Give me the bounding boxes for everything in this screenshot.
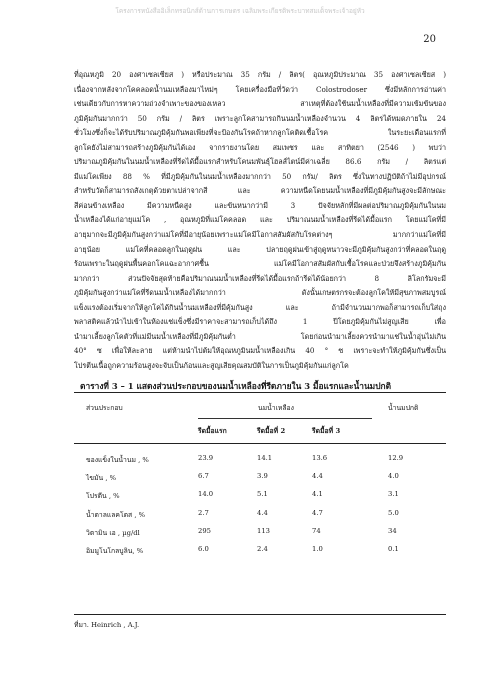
row-component-name: น้ำตาลแลคโตส , % bbox=[86, 510, 146, 519]
paragraph-line: พลาสติคแล้วนำไปเข้าในห้องแช่แข็งซึ่งมีราคาจะสามารถเก็บได้ถึง 1 ปีโดยภูมิคุ้มกันไม่สูญเสีย เพื่อ bbox=[74, 317, 446, 327]
paragraph-line: ปริมาณภูมิคุ้มกันในนมน้ำเหลืองที่รีดได้มื้อแรกสำหรับโคนมพันธุ์โฮลส์ไตน์มีค่าเฉลี่ย 86.6 กรัม / ลิตรแต่ bbox=[74, 157, 446, 167]
paragraph-line: น้ำเหลืองได้แก่อายุแม่โค , อุณหภูมิที่แม่โคคลอด และ ปริมาณนมน้ำเหลืองที่รีดได้มื้อแรก โดยแม่โคที่มี bbox=[74, 215, 446, 225]
row-value: 3.9 bbox=[257, 472, 268, 481]
page-number: 20 bbox=[423, 34, 436, 45]
paragraph-line: แข็งแรงต้องเริ่มจากให้ลูกโคได้กินน้ำนมเหลืองที่มีคุ้มกันสูง และ ถ้ามีจำนวนมากพอก็สามารถเก็บใส่ถุง bbox=[74, 302, 446, 312]
row-value: 14.1 bbox=[257, 454, 273, 462]
row-value: 74 bbox=[312, 526, 321, 535]
row-value: 6.0 bbox=[198, 545, 209, 553]
table-caption: ตารางที่ 3 – 1 แสดงส่วนประกอบของนมน้ำเหลืองที่รีดภายใน 3 มื้อแรกและน้ำนมปกติ bbox=[80, 381, 392, 391]
row-value: 5.1 bbox=[257, 490, 268, 499]
paragraph-line: 40° ซ เพื่อให้ละลาย แต่ห้ามนำไปต้มให้อุณหภูมินมน้ำเหลืองเกิน 40 ° ซ เพราะจะทำให้ภูมิคุ้มกันซึ่งเป็น bbox=[74, 346, 446, 356]
paragraph-line: ภูมิคุ้มกันมากกว่า 50 กรัม / ลิตร เพราะลูกโคสามารถกินนมน้ำเหลืองจำนวน 4 ลิตรได้หมดภายใน 24 bbox=[74, 113, 446, 123]
row-value: 4.4 bbox=[257, 508, 268, 517]
row-component-name: ของแข็งในน้ำนม , % bbox=[86, 456, 149, 464]
paragraph-line: สีค่อนข้างเหลือง มีความหนืดสูง และข้นหนากว่ามี 3 ปัจจัยหลักที่มีผลต่อปริมาณภูมิคุ้มกันในนม bbox=[74, 200, 446, 210]
paragraph-line: โปรตีนเนื้อถูกความร้อนสูงจะจับเป็นก้อนและสูญเสียคุณสมบัติในการเป็นภูมิคุ้มกันแก่ลูกโค bbox=[74, 360, 349, 370]
row-value: 23.9 bbox=[198, 454, 214, 462]
row-value: 34 bbox=[388, 526, 397, 535]
paragraph-line: อายุมากจะมีภูมิคุ้มกันสูงกว่าแม่โคที่มีอายุน้อยเพราะแม่โคมีโอกาสสัมผัสกับโรคต่างๆ มากกว่าแม่โคที่มี bbox=[74, 230, 446, 240]
table-row bbox=[74, 545, 446, 563]
paragraph-line: มากกว่า ส่วนปัจจัยสุดท้ายคือปริมาณนมน้ำเหลืองที่รีดได้มื้อแรกถ้ารีดได้น้อยกว่า 8 ลิโลกรัมจะมี bbox=[74, 273, 446, 283]
table-row bbox=[74, 509, 446, 527]
subheader-third: รีดมื้อที่ 3 bbox=[312, 427, 341, 435]
row-value: 6.7 bbox=[198, 472, 209, 481]
paragraph-line: อายุน้อย แม่โคที่คลอดลูกในฤดูฝน และ ปลายฤดูฝนเข้าสู่ฤดูหนาวจะมีภูมิคุ้มกันสูงกว่าที่คลอดในฤดู bbox=[74, 244, 446, 254]
header-group-rule bbox=[198, 418, 372, 419]
paragraph-line: สำหรับวัดก็สามารถสังเกตุด้วยตาเปล่าจากสี และ ความหนืดโดยนมน้ำเหลืองที่มีภูมิคุ้มกันสูงจะมีลักษณะ bbox=[74, 186, 446, 196]
table-row bbox=[74, 454, 446, 472]
paragraph-line: ร้อนเพราะในฤดูฝนพื้นคอกโคแฉะอากาศชื้น แม่โคมีโอกาสสัมผัสกับเชื้อโรคและป่วยจึงสร้างภูมิคุ้มกัน bbox=[74, 259, 446, 269]
row-value: 12.9 bbox=[388, 454, 404, 462]
paragraph-line: ที่อุณหภูมิ 20 องศาเซลเซียส ) หรือประมาณ 35 กรัม / ลิตร( อุณหภูมิประมาณ 35 องศาเซลเซียส ) bbox=[74, 70, 446, 79]
row-value: 5.0 bbox=[388, 508, 399, 517]
body-text bbox=[74, 68, 446, 373]
row-value: 3.1 bbox=[388, 490, 399, 499]
row-component-name: ไขมัน , % bbox=[86, 474, 117, 483]
row-value: 13.6 bbox=[312, 454, 328, 462]
paragraph-line: ลูกโคยังไม่สามารถสร้างภูมิคุ้มกันได้เอง จากรายงานโดย สมเพชร และ สาทิตยา (2546 ) พบว่า bbox=[74, 142, 446, 152]
paragraph-line: นำมาเลี้ยงลูกโคตัวที่แม่มีนมน้ำเหลืองที่มีภูมิคุ้มกันต่ำ โดยก่อนนำมาเลี้ยงควรนำมาแช่ในน้ำอุ่นไม่เกิน bbox=[74, 331, 446, 341]
header-colostrum: นมน้ำเหลือง bbox=[258, 404, 294, 412]
row-value: 14.0 bbox=[198, 490, 214, 499]
header-component: ส่วนประกอบ bbox=[86, 404, 123, 412]
header-normal-milk: น้ำนมปกติ bbox=[388, 404, 419, 412]
paragraph-line: ภูมิคุ้มกันสูงกว่าแม่โคที่รีดนมน้ำเหลืองได้มากกว่า ดังนั้นเกษตรกรจะต้องลูกโคให้มีสุขภาพสมบูรณ์ bbox=[74, 288, 446, 298]
row-value: 2.4 bbox=[257, 545, 268, 553]
row-component-name: โปรตีน , % bbox=[86, 492, 120, 501]
paragraph-line: เช่นเดียวกับการหาความถ่วงจำเพาะของของเหลว สาเหตุที่ต้องใช้นมน้ำเหลืองที่มีความเข้มข้นของ bbox=[74, 99, 446, 109]
row-value: 1.0 bbox=[312, 545, 323, 553]
table-row bbox=[74, 527, 446, 545]
data-table bbox=[74, 392, 446, 615]
paragraph-line: เนื่องจากหลังจากโคคลอดน้ำนมเหลืองมาไหม่ๆ โคยเครื่องมือที่วัดว่า Colostrodoser ซึ่งมีหลักการอ่านค่า bbox=[74, 84, 446, 94]
table-row bbox=[74, 490, 446, 508]
row-value: 4.0 bbox=[388, 472, 399, 481]
row-value: 113 bbox=[257, 526, 270, 535]
row-value: 295 bbox=[198, 526, 211, 535]
paragraph-line: ชั่วโมงซึ่งก็จะได้รับปริมาณภูมิคุ้มกันพอเพียงที่จะป้องกันโรคถ้าหากลูกโคติดเชื้อโรค ในระยะเดือนแรกที่ bbox=[74, 128, 446, 138]
row-value: 4.7 bbox=[312, 508, 323, 517]
row-value: 4.4 bbox=[312, 472, 323, 481]
watermark: โครงการหนังสืออิเล็กทรอนิกส์ด้านการเกษตร เฉลิมพระเกียรติพระบาทสมเด็จพระเจ้าอยู่หัว bbox=[115, 7, 365, 15]
row-component-name: วิตามิน เอ , µg/dl bbox=[86, 528, 140, 537]
subheader-first: รีดมื้อแรก bbox=[198, 427, 227, 435]
paragraph-line: มีแม่โคเพียง 88 % ที่มีภูมิคุ้มกันในนมน้ำเหลืองมากกว่า 50 กรัม/ ลิตร ซึ่งในทางปฏิบัติถ้าไม่มีอุปกรณ์ bbox=[74, 171, 446, 181]
table-row bbox=[74, 472, 446, 490]
row-value: 0.1 bbox=[388, 545, 399, 553]
row-value: 2.7 bbox=[198, 508, 209, 517]
table-source: ที่มา. Heinrich , A.J. bbox=[74, 621, 140, 629]
row-value: 4.1 bbox=[312, 490, 323, 499]
subheader-second: รีดมื้อที่ 2 bbox=[257, 427, 286, 435]
row-component-name: อิมมูโนโกลบูลิน, % bbox=[86, 547, 144, 555]
header-rule bbox=[74, 443, 446, 444]
